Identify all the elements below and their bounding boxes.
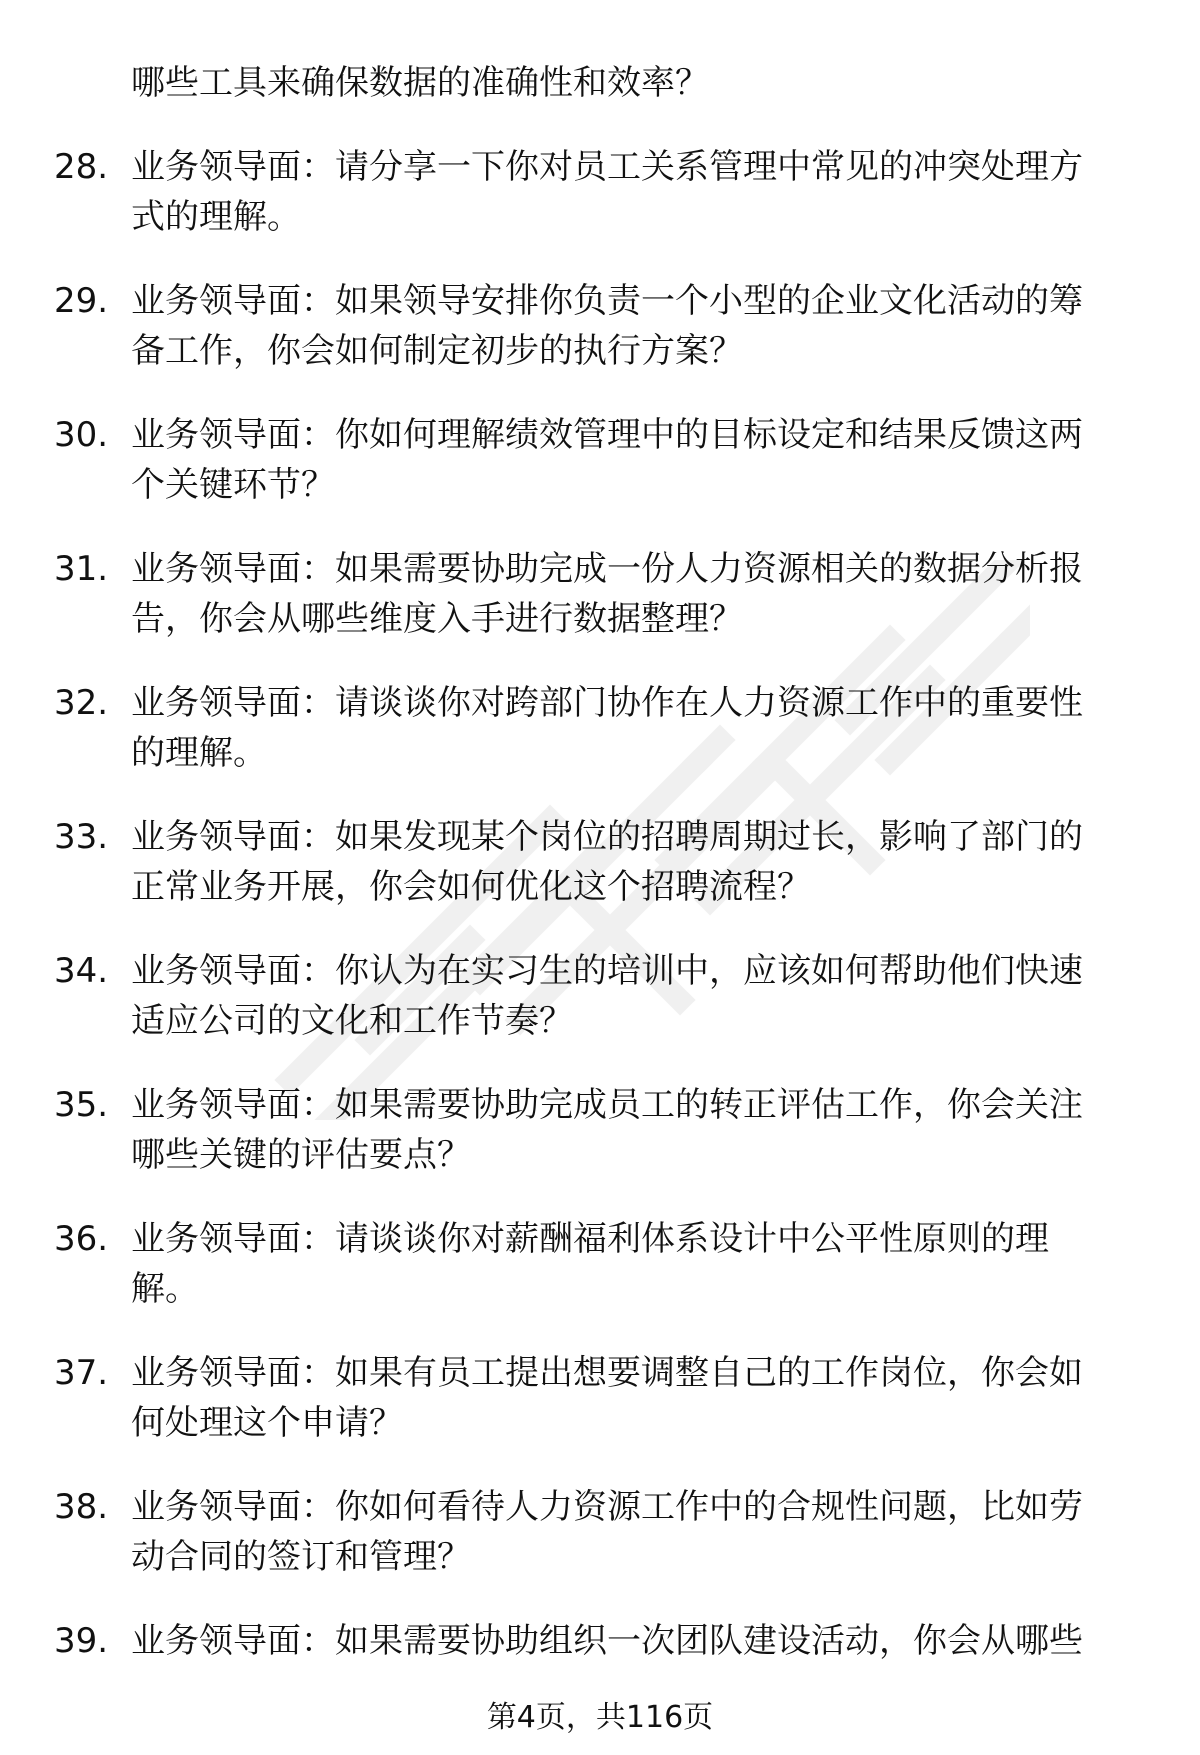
list-item <box>0 1080 1200 1180</box>
list-item <box>0 276 1200 376</box>
item-number: 28. <box>54 147 109 187</box>
item-text-line-1: 业务领导面：如果需要协助组织一次团队建设活动，你会从哪些 <box>131 1621 1083 1661</box>
item-text-line-2: 正常业务开展，你会如何优化这个招聘流程？ <box>131 867 811 907</box>
list-item <box>0 142 1200 242</box>
item-number: 36. <box>54 1219 109 1259</box>
item-text-line-1: 业务领导面：如果有员工提出想要调整自己的工作岗位，你会如 <box>131 1353 1083 1393</box>
list-item <box>0 1348 1200 1448</box>
item-number: 29. <box>54 281 109 321</box>
item-text-line-2: 何处理这个申请？ <box>131 1403 403 1443</box>
item-text-line-1: 业务领导面：你如何看待人力资源工作中的合规性问题，比如劳 <box>131 1487 1083 1527</box>
item-text-line-1: 业务领导面：如果需要协助完成员工的转正评估工作，你会关注 <box>131 1085 1083 1125</box>
item-text-line-1: 业务领导面：如果需要协助完成一份人力资源相关的数据分析报 <box>131 549 1083 589</box>
item-number: 33. <box>54 817 109 857</box>
list-item <box>0 678 1200 778</box>
item-number: 32. <box>54 683 109 723</box>
item-text-line-2: 哪些关键的评估要点？ <box>131 1135 471 1175</box>
item-text-line-1: 业务领导面：请谈谈你对薪酬福利体系设计中公平性原则的理 <box>131 1219 1049 1259</box>
document-content <box>0 58 1200 1716</box>
item-text-line-2: 个关键环节？ <box>131 465 335 505</box>
item-number: 30. <box>54 415 109 455</box>
item-number: 39. <box>54 1621 109 1661</box>
item-number: 35. <box>54 1085 109 1125</box>
item-text-line-1: 业务领导面：你认为在实习生的培训中，应该如何帮助他们快速 <box>131 951 1083 991</box>
item-text-line-1: 业务领导面：如果领导安排你负责一个小型的企业文化活动的筹 <box>131 281 1083 321</box>
list-item <box>0 410 1200 510</box>
list-item <box>0 812 1200 912</box>
list-item <box>0 1482 1200 1582</box>
page-footer: 第4页，共116页 <box>486 1700 714 1735</box>
item-text-line-2: 备工作，你会如何制定初步的执行方案？ <box>131 331 743 371</box>
item-text-line-1: 业务领导面：请分享一下你对员工关系管理中常见的冲突处理方 <box>131 147 1083 187</box>
item-text-line-2: 式的理解。 <box>131 197 301 237</box>
item-text-line-2: 告，你会从哪些维度入手进行数据整理？ <box>131 599 743 639</box>
list-item <box>0 544 1200 644</box>
item-number: 31. <box>54 549 109 589</box>
item-number: 37. <box>54 1353 109 1393</box>
list-item <box>0 1214 1200 1314</box>
item-number: 34. <box>54 951 109 991</box>
item-number: 38. <box>54 1487 109 1527</box>
item-text-line-1: 业务领导面：如果发现某个岗位的招聘周期过长，影响了部门的 <box>131 817 1083 857</box>
item-text-line-2: 适应公司的文化和工作节奏？ <box>131 1001 573 1041</box>
item-text-line-2: 动合同的签订和管理？ <box>131 1537 471 1577</box>
continuation-line: 哪些工具来确保数据的准确性和效率？ <box>131 63 709 103</box>
item-text-line-1: 业务领导面：你如何理解绩效管理中的目标设定和结果反馈这两 <box>131 415 1083 455</box>
list-item <box>0 946 1200 1046</box>
item-text-line-2: 解。 <box>131 1269 199 1309</box>
item-text-line-1: 业务领导面：请谈谈你对跨部门协作在人力资源工作中的重要性 <box>131 683 1083 723</box>
item-text-line-2: 的理解。 <box>131 733 267 773</box>
